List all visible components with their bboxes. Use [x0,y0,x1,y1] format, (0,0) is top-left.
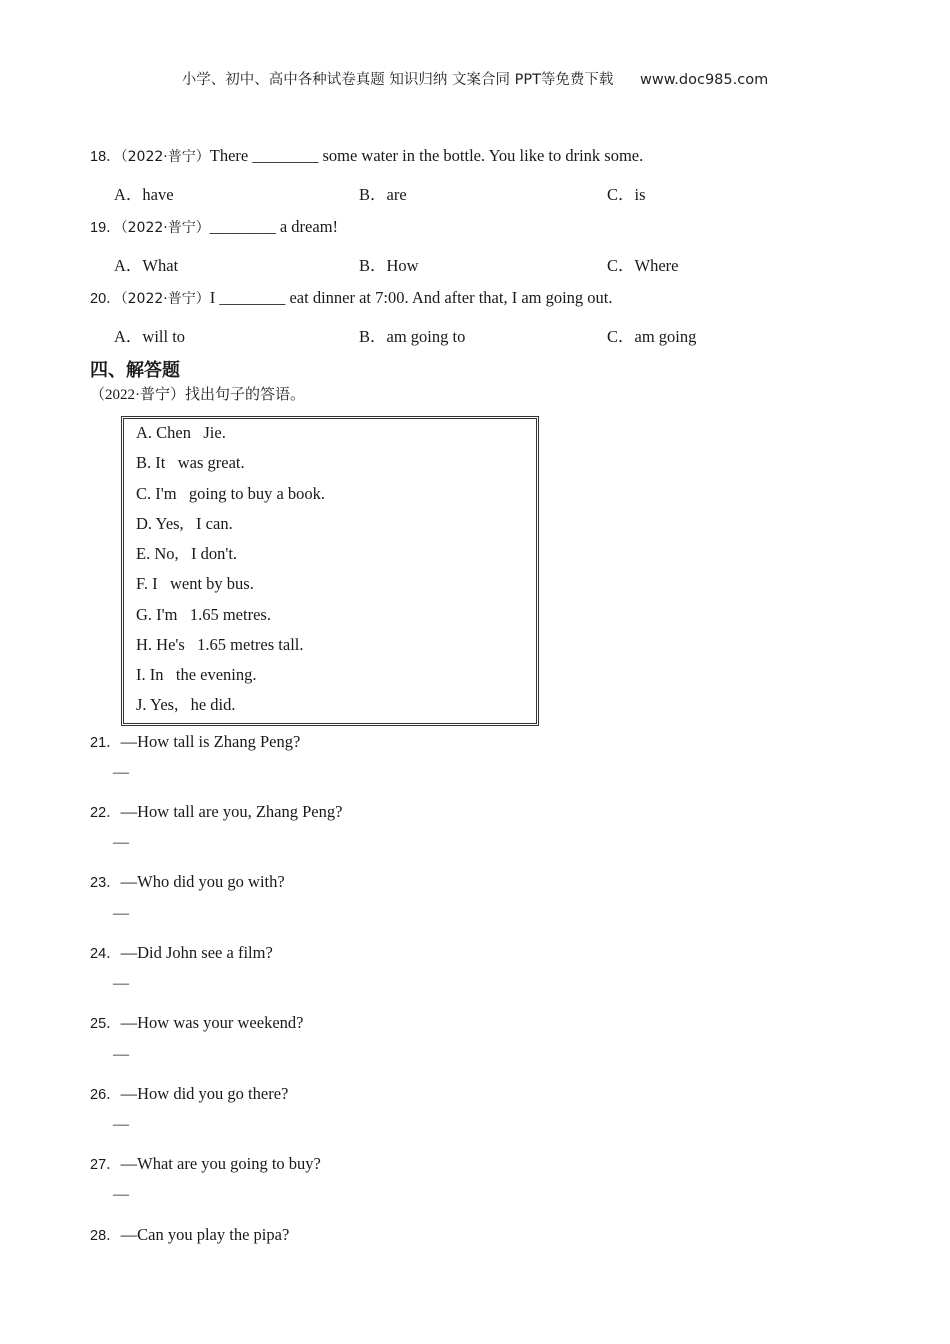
answer-item: C. I'm going to buy a book. [136,484,326,503]
question-20 [90,287,613,308]
answer-bank-box [121,416,539,726]
question-text: ________ a dream! [209,217,339,236]
answer-line: — [113,764,129,781]
question-22 [90,801,342,822]
question-number: 20． [90,291,121,307]
answer-item: B. It was great. [136,453,245,472]
question-19 [90,216,338,237]
option-c: C．is [607,185,646,204]
answer-item: D. Yes, I can. [136,514,233,533]
question-21 [90,731,300,752]
option-a: A．have [114,185,174,204]
answer-item: G. I'm 1.65 metres. [136,605,271,624]
option-a: A．will to [114,327,186,346]
option-b: B．am going to [359,327,466,346]
answer-item: F. I went by bus. [136,574,254,593]
question-number: 24． [90,946,121,962]
question-source: （2022·普宁） [120,291,210,307]
question-number: 25． [90,1016,121,1032]
question-text: —How did you go there? [120,1084,289,1103]
question-number: 26． [90,1087,121,1103]
question-18 [90,145,643,166]
question-25 [90,1012,303,1033]
question-text: There ________ some water in the bottle. You like to drink some. [209,146,644,165]
question-24 [90,942,273,963]
answer-item: E. No, I don't. [136,544,238,563]
answer-line: — [113,975,129,992]
question-number: 23． [90,875,121,891]
question-number: 18． [90,149,121,165]
option-c: C．Where [607,256,679,275]
page-header [0,68,950,89]
question-number: 22． [90,805,121,821]
question-source: （2022·普宁） [120,149,210,165]
question-number: 19． [90,220,121,236]
question-text: —Did John see a film? [120,943,273,962]
option-b: B．How [359,256,419,275]
header-title: 小学、初中、高中各种试卷真题 知识归纳 文案合同 PPT等免费下载 [181,72,614,88]
option-a: A．What [114,256,179,275]
question-text: —How tall are you, Zhang Peng? [120,802,343,821]
answer-item: H. He's 1.65 metres tall. [136,635,304,654]
question-number: 21． [90,735,121,751]
question-source: （2022·普宁） [120,220,210,236]
section-instruction: （2022·普宁）找出句子的答语。 [90,387,305,403]
answer-line: — [113,1116,129,1133]
answer-line: — [113,1046,129,1063]
question-23 [90,871,285,892]
answer-item: J. Yes, he did. [136,695,236,714]
answer-item: A. Chen Jie. [136,423,226,442]
question-text: —What are you going to buy? [120,1154,321,1173]
section-title: 四、解答题 [90,360,180,381]
answer-line: — [113,905,129,922]
question-text: I ________ eat dinner at 7:00. And after that, I am going out. [209,288,613,307]
question-text: —Who did you go with? [120,872,285,891]
answer-item: I. In the evening. [136,665,257,684]
question-text: —Can you play the pipa? [120,1225,290,1244]
question-text: —How was your weekend? [120,1013,304,1032]
answer-line: — [113,834,129,851]
question-28 [90,1224,289,1245]
question-26 [90,1083,288,1104]
question-27 [90,1153,321,1174]
option-b: B．are [359,185,407,204]
question-text: —How tall is Zhang Peng? [120,732,301,751]
answer-line: — [113,1186,129,1203]
option-c: C．am going [607,327,697,346]
header-site: www.doc985.com [640,72,769,88]
question-number: 27． [90,1157,121,1173]
question-number: 28． [90,1228,121,1244]
